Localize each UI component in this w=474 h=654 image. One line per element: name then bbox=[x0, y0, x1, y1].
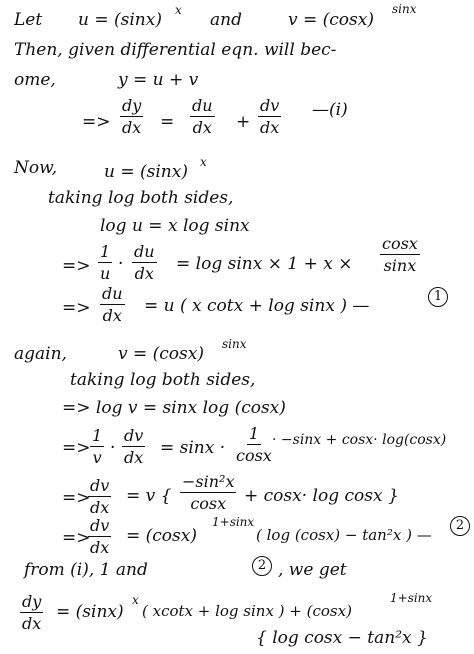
implies-5: => bbox=[62, 488, 91, 508]
y-equation: y = u + v bbox=[118, 70, 199, 90]
u-result: = u ( x cotx + log sinx ) — bbox=[144, 296, 370, 316]
we-get-text: , we get bbox=[278, 560, 347, 580]
neg-sin2x-over-cosx-fraction: $\frac{\text{−sin²x}}{\cos x}$ bbox=[182, 472, 235, 513]
log-u-equation: log u = x log sinx bbox=[100, 216, 250, 236]
cosx-over-sinx-fraction: $\frac{\cos x}{\sin x}$ bbox=[382, 234, 418, 275]
dv-dx-fraction-2: $\frac{dv}{dx}$ bbox=[124, 426, 144, 467]
one-over-v-fraction: $\frac{1}{v}$ bbox=[92, 426, 103, 467]
final-last-term: { log cosx − tan²x } bbox=[256, 628, 428, 648]
one-over-cosx-fraction: $\frac{1}{\cos x}$ bbox=[236, 424, 272, 465]
u-exponent: x bbox=[175, 3, 182, 17]
let-word: Let bbox=[14, 10, 43, 30]
equation-2-marker: 2 bbox=[450, 516, 470, 536]
then-line: Then, given differential eqn. will bec- bbox=[14, 40, 337, 60]
implies-1: => bbox=[82, 112, 111, 132]
dv-dx-fraction-3: $\frac{dv}{dx}$ bbox=[90, 476, 110, 517]
v-exponent: sinx bbox=[392, 2, 417, 16]
du-dx-fraction-2: $\frac{du}{dx}$ bbox=[134, 242, 155, 283]
du-dx-fraction-3: $\frac{du}{dx}$ bbox=[102, 284, 123, 325]
taking-log-line-2: taking log both sides, bbox=[70, 370, 256, 390]
v-exponent-2: sinx bbox=[222, 337, 247, 351]
equation-2-reference-marker: 2 bbox=[252, 556, 272, 576]
du-dx-fraction: $\frac{du}{dx}$ bbox=[192, 96, 213, 137]
again-word: again, bbox=[14, 344, 67, 364]
final-second-exponent: 1+sinx bbox=[390, 591, 433, 605]
and-word: and bbox=[210, 10, 242, 30]
ome-word: ome, bbox=[14, 70, 56, 90]
equation-1-marker: 1 bbox=[428, 287, 448, 307]
v-definition-2: v = (cosx) bbox=[118, 344, 204, 364]
sinx-times: = sinx · bbox=[160, 438, 226, 458]
final-first-exponent: x bbox=[132, 593, 139, 607]
u-definition-2: u = (sinx) bbox=[104, 162, 188, 182]
v-definition: v = (cosx) bbox=[288, 10, 374, 30]
implies-3: => bbox=[62, 298, 91, 318]
log-v-equation: => log v = sinx log (cosx) bbox=[62, 398, 286, 418]
reference-i: —(i) bbox=[312, 100, 348, 120]
v-result: = (cosx) bbox=[126, 526, 197, 546]
dy-dx-fraction: $\frac{dy}{dx}$ bbox=[122, 96, 142, 137]
plus-1: + bbox=[236, 112, 251, 132]
taking-log-line-1: taking log both sides, bbox=[48, 188, 234, 208]
implies-6: => bbox=[62, 528, 91, 548]
cosx-log-tail: + cosx· log cosx } bbox=[244, 486, 399, 506]
v-result-tail: ( log (cosx) − tan²x ) — bbox=[256, 526, 432, 544]
implies-4: => bbox=[62, 438, 91, 458]
final-middle: ( xcotx + log sinx ) + (cosx) bbox=[142, 602, 352, 620]
dv-dx-fraction-4: $\frac{dv}{dx}$ bbox=[90, 516, 110, 557]
sinx-cosx-log-tail: · −sinx + cosx· log(cosx) bbox=[272, 432, 447, 448]
one-over-u-fraction: $\frac{1}{u}$ bbox=[99, 242, 111, 283]
u-definition: u = (sinx) bbox=[78, 10, 162, 30]
dy-dx-final-fraction: $\frac{dy}{dx}$ bbox=[22, 592, 42, 633]
log-sinx-expression: = log sinx × 1 + x × bbox=[176, 254, 353, 274]
u-exponent-2: x bbox=[200, 155, 207, 169]
dot-2: · bbox=[110, 438, 116, 458]
equals-1: = bbox=[160, 112, 175, 132]
implies-2: => bbox=[62, 256, 91, 276]
dv-dx-fraction: $\frac{dv}{dx}$ bbox=[260, 96, 280, 137]
dot-1: · bbox=[118, 254, 124, 274]
now-word: Now, bbox=[14, 158, 58, 178]
final-first-term: = (sinx) bbox=[56, 602, 124, 622]
v-result-exponent: 1+sinx bbox=[212, 515, 255, 529]
v-brace-open: = v { bbox=[126, 486, 172, 506]
from-line: from (i), 1 and bbox=[24, 560, 148, 580]
